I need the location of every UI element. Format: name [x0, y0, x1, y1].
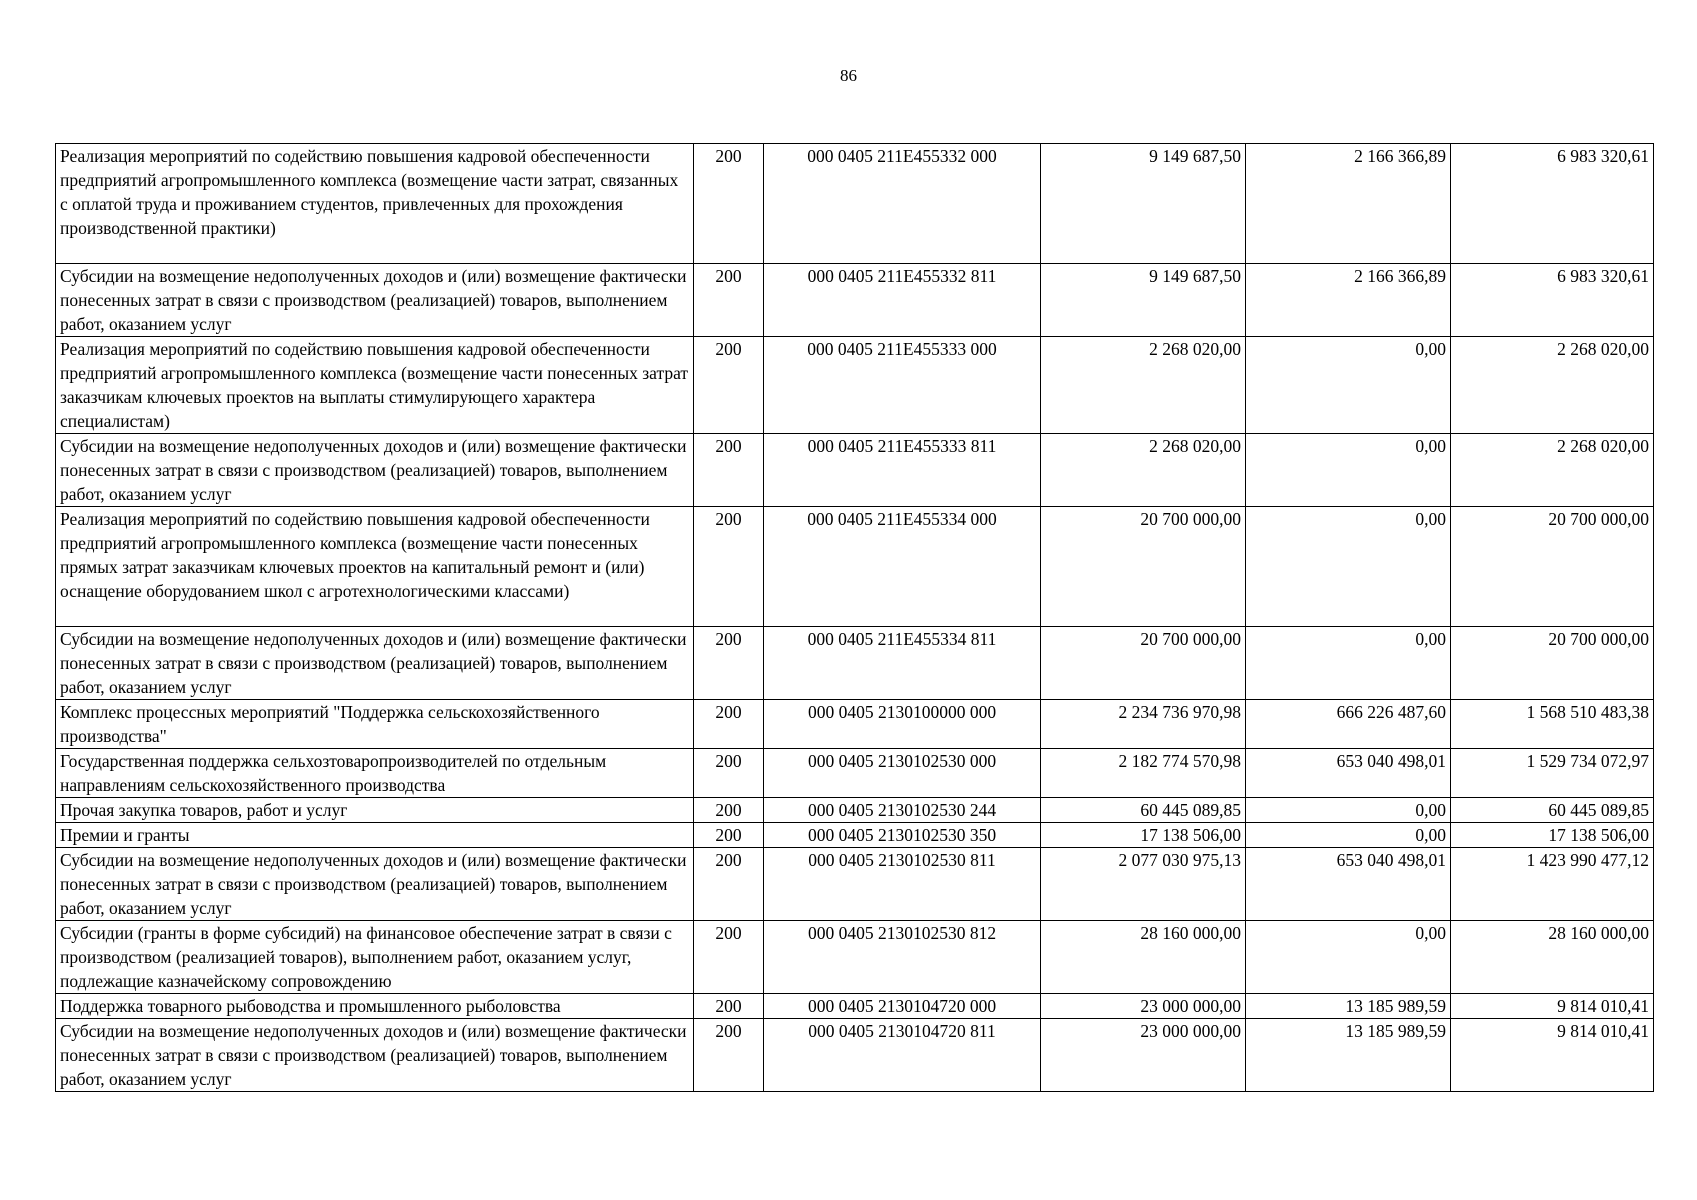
table-row	[56, 507, 1654, 627]
row-executed-cell: 0,00	[1246, 434, 1451, 507]
row-kbk-cell: 000 0405 211Е455334 000	[764, 507, 1041, 627]
table-row	[56, 1019, 1654, 1092]
row-code-cell: 200	[694, 994, 764, 1019]
row-kbk-cell: 000 0405 2130104720 000	[764, 994, 1041, 1019]
row-approved-cell: 9 149 687,50	[1041, 144, 1246, 264]
row-approved-cell: 2 268 020,00	[1041, 434, 1246, 507]
row-executed-cell: 0,00	[1246, 337, 1451, 434]
row-unexecuted-cell: 1 529 734 072,97	[1451, 749, 1654, 798]
row-executed-cell: 13 185 989,59	[1246, 1019, 1451, 1092]
table-body	[56, 144, 1654, 1092]
row-unexecuted-cell: 9 814 010,41	[1451, 994, 1654, 1019]
row-name-cell: Субсидии на возмещение недополученных доходов и (или) возмещение фактически понесенных затрат в связи с производством (реализацией) товаров, выполнением работ, оказанием услуг	[56, 434, 694, 507]
row-approved-cell: 9 149 687,50	[1041, 264, 1246, 337]
row-code-cell: 200	[694, 434, 764, 507]
row-code-cell: 200	[694, 700, 764, 749]
row-code-cell: 200	[694, 144, 764, 264]
row-unexecuted-cell: 1 423 990 477,12	[1451, 848, 1654, 921]
row-executed-cell: 0,00	[1246, 507, 1451, 627]
row-name-cell: Субсидии на возмещение недополученных доходов и (или) возмещение фактически понесенных затрат в связи с производством (реализацией) товаров, выполнением работ, оказанием услуг	[56, 264, 694, 337]
row-unexecuted-cell: 9 814 010,41	[1451, 1019, 1654, 1092]
row-name-cell: Субсидии на возмещение недополученных доходов и (или) возмещение фактически понесенных затрат в связи с производством (реализацией) товаров, выполнением работ, оказанием услуг	[56, 627, 694, 700]
row-kbk-cell: 000 0405 2130102530 812	[764, 921, 1041, 994]
row-executed-cell: 0,00	[1246, 798, 1451, 823]
table-row	[56, 848, 1654, 921]
table-row	[56, 994, 1654, 1019]
row-unexecuted-cell: 60 445 089,85	[1451, 798, 1654, 823]
row-code-cell: 200	[694, 823, 764, 848]
table-row	[56, 798, 1654, 823]
row-executed-cell: 2 166 366,89	[1246, 264, 1451, 337]
row-executed-cell: 0,00	[1246, 921, 1451, 994]
row-approved-cell: 20 700 000,00	[1041, 507, 1246, 627]
row-kbk-cell: 000 0405 2130100000 000	[764, 700, 1041, 749]
row-code-cell: 200	[694, 848, 764, 921]
table-row	[56, 264, 1654, 337]
row-name-cell: Премии и гранты	[56, 823, 694, 848]
row-executed-cell: 666 226 487,60	[1246, 700, 1451, 749]
row-approved-cell: 28 160 000,00	[1041, 921, 1246, 994]
table-row	[56, 700, 1654, 749]
row-kbk-cell: 000 0405 2130102530 244	[764, 798, 1041, 823]
row-unexecuted-cell: 1 568 510 483,38	[1451, 700, 1654, 749]
row-code-cell: 200	[694, 749, 764, 798]
row-unexecuted-cell: 6 983 320,61	[1451, 264, 1654, 337]
row-approved-cell: 20 700 000,00	[1041, 627, 1246, 700]
row-approved-cell: 23 000 000,00	[1041, 1019, 1246, 1092]
table-row	[56, 627, 1654, 700]
row-approved-cell: 17 138 506,00	[1041, 823, 1246, 848]
table-row	[56, 823, 1654, 848]
row-executed-cell: 0,00	[1246, 823, 1451, 848]
table-row	[56, 434, 1654, 507]
row-unexecuted-cell: 20 700 000,00	[1451, 627, 1654, 700]
row-approved-cell: 60 445 089,85	[1041, 798, 1246, 823]
row-executed-cell: 653 040 498,01	[1246, 749, 1451, 798]
row-name-cell: Субсидии (гранты в форме субсидий) на финансовое обеспечение затрат в связи с производством (реализацией товаров), выполнением работ, оказанием услуг, подлежащие казначейскому сопровождению	[56, 921, 694, 994]
row-approved-cell: 23 000 000,00	[1041, 994, 1246, 1019]
table-row	[56, 144, 1654, 264]
row-code-cell: 200	[694, 507, 764, 627]
row-kbk-cell: 000 0405 2130102530 000	[764, 749, 1041, 798]
row-approved-cell: 2 234 736 970,98	[1041, 700, 1246, 749]
row-kbk-cell: 000 0405 211Е455333 000	[764, 337, 1041, 434]
row-unexecuted-cell: 20 700 000,00	[1451, 507, 1654, 627]
row-name-cell: Поддержка товарного рыбоводства и промышленного рыболовства	[56, 994, 694, 1019]
row-kbk-cell: 000 0405 211Е455334 811	[764, 627, 1041, 700]
row-kbk-cell: 000 0405 2130104720 811	[764, 1019, 1041, 1092]
row-executed-cell: 0,00	[1246, 627, 1451, 700]
row-name-cell: Субсидии на возмещение недополученных доходов и (или) возмещение фактически понесенных затрат в связи с производством (реализацией) товаров, выполнением работ, оказанием услуг	[56, 1019, 694, 1092]
row-executed-cell: 2 166 366,89	[1246, 144, 1451, 264]
row-approved-cell: 2 182 774 570,98	[1041, 749, 1246, 798]
row-name-cell: Комплекс процессных мероприятий "Поддержка сельскохозяйственного производства"	[56, 700, 694, 749]
row-name-cell: Реализация мероприятий по содействию повышения кадровой обеспеченности предприятий агропромышленного комплекса (возмещение части понесенных прямых затрат заказчикам ключевых проектов на капитальный ремонт и (или) оснащение оборудованием школ с агротехнологическими классами)	[56, 507, 694, 627]
budget-execution-table	[55, 143, 1654, 1092]
row-unexecuted-cell: 28 160 000,00	[1451, 921, 1654, 994]
table-row	[56, 921, 1654, 994]
row-approved-cell: 2 077 030 975,13	[1041, 848, 1246, 921]
row-kbk-cell: 000 0405 211Е455333 811	[764, 434, 1041, 507]
row-code-cell: 200	[694, 264, 764, 337]
row-executed-cell: 13 185 989,59	[1246, 994, 1451, 1019]
row-code-cell: 200	[694, 337, 764, 434]
row-kbk-cell: 000 0405 211Е455332 000	[764, 144, 1041, 264]
row-name-cell: Прочая закупка товаров, работ и услуг	[56, 798, 694, 823]
row-code-cell: 200	[694, 798, 764, 823]
row-unexecuted-cell: 2 268 020,00	[1451, 434, 1654, 507]
row-kbk-cell: 000 0405 2130102530 811	[764, 848, 1041, 921]
row-unexecuted-cell: 6 983 320,61	[1451, 144, 1654, 264]
table-row	[56, 337, 1654, 434]
row-code-cell: 200	[694, 921, 764, 994]
row-kbk-cell: 000 0405 211Е455332 811	[764, 264, 1041, 337]
row-executed-cell: 653 040 498,01	[1246, 848, 1451, 921]
row-approved-cell: 2 268 020,00	[1041, 337, 1246, 434]
row-unexecuted-cell: 2 268 020,00	[1451, 337, 1654, 434]
row-code-cell: 200	[694, 1019, 764, 1092]
page-number: 86	[840, 66, 857, 85]
row-name-cell: Государственная поддержка сельхозтоваропроизводителей по отдельным направлениям сельскохозяйственного производства	[56, 749, 694, 798]
row-code-cell: 200	[694, 627, 764, 700]
row-name-cell: Реализация мероприятий по содействию повышения кадровой обеспеченности предприятий агропромышленного комплекса (возмещение части затрат, связанных с оплатой труда и проживанием студентов, привлеченных для прохождения производственной практики)	[56, 144, 694, 264]
row-name-cell: Реализация мероприятий по содействию повышения кадровой обеспеченности предприятий агропромышленного комплекса (возмещение части понесенных затрат заказчикам ключевых проектов на выплаты стимулирующего характера специалистам)	[56, 337, 694, 434]
row-kbk-cell: 000 0405 2130102530 350	[764, 823, 1041, 848]
row-name-cell: Субсидии на возмещение недополученных доходов и (или) возмещение фактически понесенных затрат в связи с производством (реализацией) товаров, выполнением работ, оказанием услуг	[56, 848, 694, 921]
table-row	[56, 749, 1654, 798]
row-unexecuted-cell: 17 138 506,00	[1451, 823, 1654, 848]
